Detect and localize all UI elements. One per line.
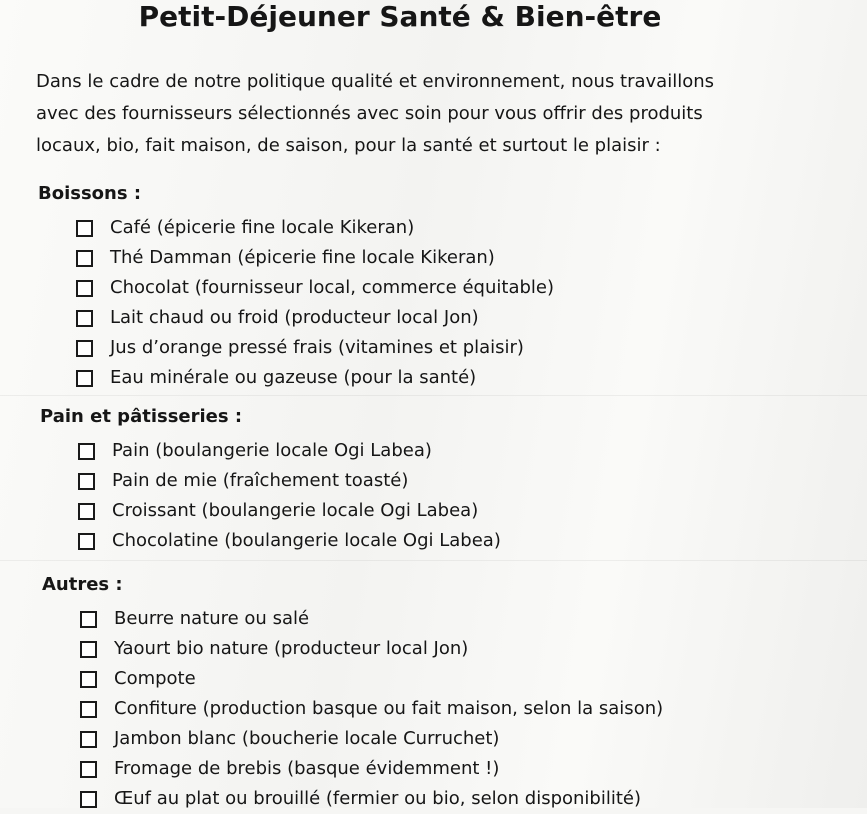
checkbox[interactable] [76, 250, 93, 267]
checklist-item[interactable] [76, 243, 818, 273]
checkbox[interactable] [80, 731, 97, 748]
checkbox[interactable] [78, 473, 95, 490]
item-label: Thé Damman (épicerie fine locale Kikeran) [110, 247, 495, 268]
checklist-item[interactable] [76, 273, 818, 303]
checkbox[interactable] [76, 280, 93, 297]
item-label: Pain (boulangerie locale Ogi Labea) [112, 440, 432, 461]
section-autres [42, 574, 822, 814]
checkbox[interactable] [76, 310, 93, 327]
checkbox[interactable] [78, 443, 95, 460]
checklist-item[interactable] [76, 333, 818, 363]
checklist-item[interactable] [76, 303, 818, 333]
checklist-item[interactable] [78, 496, 820, 526]
item-label: Jus d’orange pressé frais (vitamines et plaisir) [110, 337, 524, 358]
checklist-item[interactable] [80, 634, 822, 664]
intro-paragraph [36, 66, 826, 162]
section-title: Autres : [42, 574, 123, 595]
checkbox[interactable] [78, 533, 95, 550]
checklist-item[interactable] [80, 784, 822, 814]
checkbox[interactable] [76, 220, 93, 237]
item-label: Chocolat (fournisseur local, commerce équitable) [110, 277, 554, 298]
checklist-item[interactable] [78, 436, 820, 466]
checklist-item[interactable] [78, 466, 820, 496]
item-label: Œuf au plat ou brouillé (fermier ou bio, selon disponibilité) [114, 788, 642, 809]
item-label: Pain de mie (fraîchement toasté) [112, 470, 409, 491]
item-label: Eau minérale ou gazeuse (pour la santé) [110, 367, 477, 388]
page-title: Petit-Déjeuner Santé & Bien-être [138, 0, 662, 33]
checklist-item[interactable] [76, 213, 818, 243]
checklist-item[interactable] [80, 694, 822, 724]
section-pain-patisseries [40, 406, 820, 556]
checklist-item[interactable] [76, 363, 818, 393]
section-title: Pain et pâtisseries : [40, 406, 243, 427]
item-label: Croissant (boulangerie locale Ogi Labea) [112, 500, 479, 521]
checkbox[interactable] [80, 671, 97, 688]
paper-crease [0, 395, 867, 396]
intro-line: Dans le cadre de notre politique qualité et environnement, nous travaillons [36, 71, 715, 92]
intro-line: avec des fournisseurs sélectionnés avec soin pour vous offrir des produits [36, 103, 703, 124]
checkbox[interactable] [80, 611, 97, 628]
item-label: Jambon blanc (boucherie locale Curruchet) [114, 728, 500, 749]
item-label: Lait chaud ou froid (producteur local Jon) [110, 307, 479, 328]
item-label: Beurre nature ou salé [114, 608, 310, 629]
checklist-item[interactable] [80, 664, 822, 694]
item-label: Chocolatine (boulangerie locale Ogi Labea) [112, 530, 501, 551]
checklist-item[interactable] [78, 526, 820, 556]
checkbox[interactable] [78, 503, 95, 520]
checkbox[interactable] [80, 791, 97, 808]
checkbox[interactable] [80, 641, 97, 658]
checklist-item[interactable] [80, 604, 822, 634]
section-title: Boissons : [38, 183, 142, 204]
section-boissons [38, 183, 818, 393]
checkbox[interactable] [76, 370, 93, 387]
checklist-item[interactable] [80, 754, 822, 784]
checkbox[interactable] [76, 340, 93, 357]
checkbox[interactable] [80, 701, 97, 718]
intro-line: locaux, bio, fait maison, de saison, pour la santé et surtout le plaisir : [36, 135, 661, 156]
item-label: Café (épicerie fine locale Kikeran) [110, 217, 415, 238]
checkbox[interactable] [80, 761, 97, 778]
item-label: Compote [114, 668, 196, 689]
checklist-item[interactable] [80, 724, 822, 754]
paper-crease [0, 560, 867, 561]
item-label: Fromage de brebis (basque évidemment !) [114, 758, 500, 779]
item-label: Yaourt bio nature (producteur local Jon) [114, 638, 469, 659]
item-label: Confiture (production basque ou fait maison, selon la saison) [114, 698, 664, 719]
